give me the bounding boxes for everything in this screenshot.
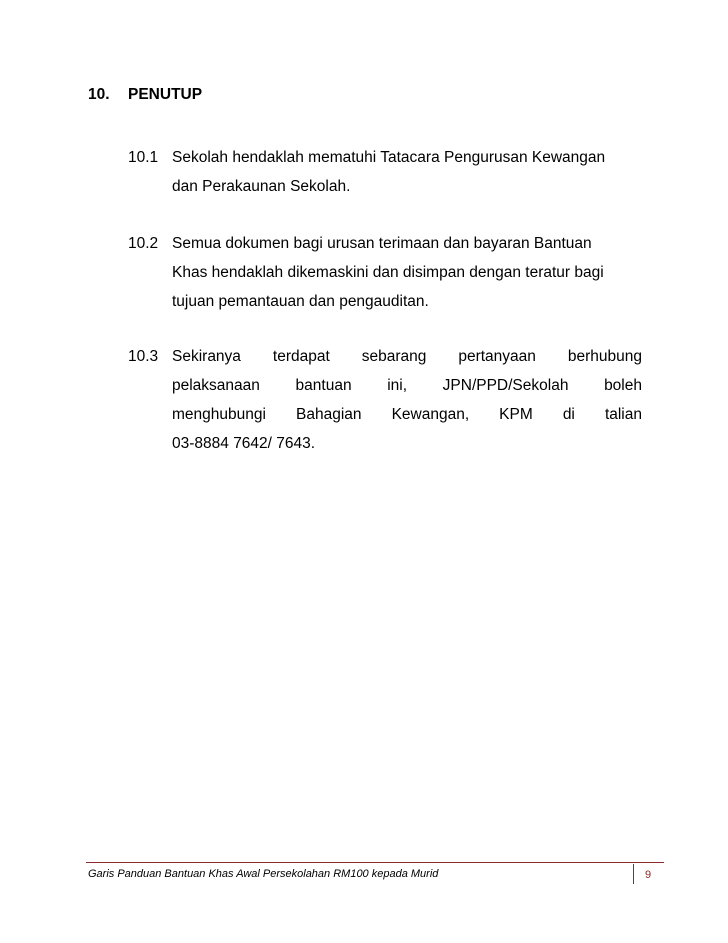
word: ini,	[387, 377, 408, 394]
word: boleh	[604, 377, 642, 394]
clause-10-2	[128, 229, 642, 316]
word: menghubungi	[172, 406, 266, 423]
clause-line: 03-8884 7642/ 7643.	[172, 435, 316, 452]
footer-divider	[86, 862, 664, 863]
clause-10-1	[128, 143, 642, 201]
footer-text: Garis Panduan Bantuan Khas Awal Persekolahan RM100 kepada Murid	[88, 868, 439, 880]
word: bantuan	[295, 377, 352, 394]
clause-line: Sekolah hendaklah mematuhi Tatacara Pengurusan Kewangan	[172, 149, 606, 166]
clause-number: 10.2	[128, 235, 159, 252]
word: pelaksanaan	[172, 377, 260, 394]
word: talian	[604, 406, 642, 423]
word: berhubung	[567, 348, 642, 365]
word: terdapat	[272, 348, 330, 365]
clause-line: dan Perakaunan Sekolah.	[172, 178, 351, 195]
clause-number: 10.3	[128, 348, 159, 365]
clause-line	[172, 342, 642, 371]
clause-10-3	[128, 342, 642, 458]
clause-number: 10.1	[128, 149, 159, 166]
word: JPN/PPD/Sekolah	[442, 377, 569, 394]
word: pertanyaan	[458, 348, 536, 365]
clause-line: Semua dokumen bagi urusan terimaan dan bayaran Bantuan	[172, 235, 592, 252]
word: di	[562, 406, 575, 423]
clause-line: tujuan pemantauan dan pengauditan.	[172, 293, 429, 310]
word: sebarang	[361, 348, 427, 365]
clause-line: Khas hendaklah dikemaskini dan disimpan dengan teratur bagi	[172, 264, 604, 281]
word: Bahagian	[296, 406, 362, 423]
clause-line	[172, 371, 642, 400]
clause-line	[172, 400, 642, 429]
section-title: PENUTUP	[128, 86, 203, 103]
word: Kewangan,	[391, 406, 470, 423]
page-number: 9	[633, 864, 662, 884]
section-number: 10.	[88, 86, 110, 103]
word: KPM	[499, 406, 533, 423]
word: Sekiranya	[172, 348, 241, 365]
